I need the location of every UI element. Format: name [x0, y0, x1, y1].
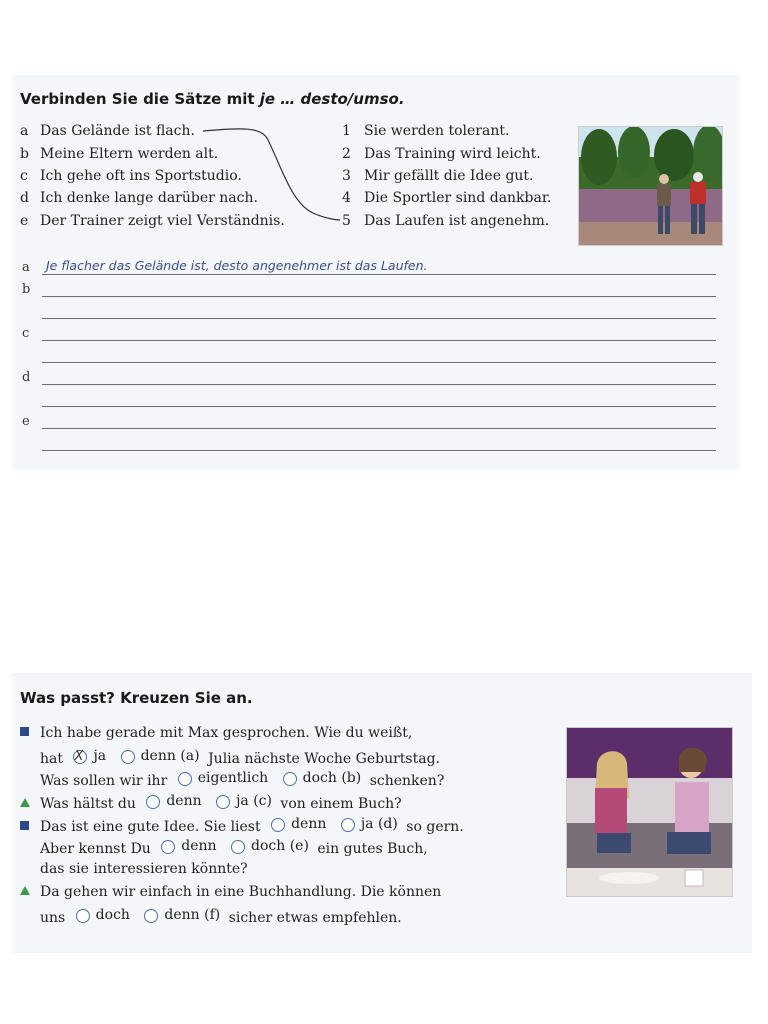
- dialog-text: Was hältst du: [40, 796, 136, 812]
- radio-circle-icon[interactable]: [341, 818, 355, 832]
- answer-label-b: b: [22, 282, 31, 297]
- answer-line[interactable]: [42, 406, 716, 407]
- answer-line[interactable]: [42, 362, 716, 363]
- radio-circle-icon[interactable]: [76, 909, 90, 923]
- option-label: denn (f): [164, 907, 221, 923]
- radio-circle-icon[interactable]: [146, 795, 160, 809]
- dialog-text: so gern.: [406, 819, 464, 835]
- left-item-letter: d: [20, 190, 29, 206]
- right-item-3: [342, 168, 534, 184]
- option-eigentlich-b[interactable]: [178, 768, 268, 788]
- answer-label-c: c: [22, 326, 30, 341]
- answer-line[interactable]: [42, 318, 716, 319]
- left-item-text: Das Gelände ist flach.: [40, 123, 195, 139]
- women-photo: [566, 727, 733, 897]
- option-doch-b[interactable]: [283, 768, 362, 788]
- left-item-letter: e: [20, 213, 29, 229]
- square-bullet-icon: [20, 723, 40, 743]
- right-item-4: [342, 190, 551, 206]
- exercise-1-title: [20, 90, 405, 108]
- right-item-2: [342, 146, 541, 162]
- answer-line[interactable]: [42, 296, 716, 297]
- left-item-b: [20, 146, 218, 162]
- left-item-text: Meine Eltern werden alt.: [40, 146, 219, 162]
- left-item-text: Ich denke lange darüber nach.: [40, 190, 258, 206]
- dialog-text: sicher etwas empfehlen.: [228, 910, 402, 926]
- answer-line[interactable]: [42, 428, 716, 429]
- option-label: denn: [291, 816, 327, 832]
- left-item-letter: b: [20, 146, 29, 162]
- dialog-line-4: [20, 791, 402, 814]
- option-denn-a[interactable]: [121, 746, 200, 766]
- dialog-line-9: [40, 905, 402, 928]
- dialog-line-2: [40, 746, 440, 769]
- dialog-line-1: [20, 723, 412, 743]
- option-ja-c[interactable]: [216, 791, 272, 811]
- answer-label-a: a: [22, 260, 30, 275]
- square-bullet-icon: [20, 817, 40, 837]
- dialog-line-3: [40, 768, 444, 791]
- answer-line[interactable]: [42, 384, 716, 385]
- left-item-c: [20, 168, 242, 184]
- triangle-bullet-icon: [20, 882, 40, 902]
- answer-label-e: e: [22, 414, 30, 429]
- option-denn-f[interactable]: [144, 905, 220, 925]
- dialog-text: Was sollen wir ihr: [40, 773, 168, 789]
- left-item-a: [20, 123, 195, 139]
- left-item-d: [20, 190, 258, 206]
- right-item-text: Sie werden tolerant.: [364, 123, 510, 139]
- left-item-e: [20, 213, 285, 229]
- dialog-text: Da gehen wir einfach in eine Buchhandlung. Die können: [40, 884, 442, 900]
- option-denn-d[interactable]: [271, 814, 326, 834]
- right-item-number: 5: [342, 213, 351, 229]
- option-label: doch (b): [302, 770, 362, 786]
- checked-radio-icon[interactable]: [73, 750, 87, 764]
- dialog-text: von einem Buch?: [280, 796, 402, 812]
- right-item-text: Die Sportler sind dankbar.: [364, 190, 552, 206]
- radio-circle-icon[interactable]: [121, 750, 135, 764]
- option-ja-d[interactable]: [341, 814, 398, 834]
- right-item-number: 1: [342, 123, 351, 139]
- radio-circle-icon[interactable]: [283, 772, 297, 786]
- right-item-number: 4: [342, 190, 351, 206]
- option-label: denn: [166, 793, 202, 809]
- dialog-line-8: [20, 882, 441, 902]
- right-item-text: Das Training wird leicht.: [364, 146, 541, 162]
- right-item-1: [342, 123, 509, 139]
- dialog-text: ein gutes Buch,: [317, 841, 428, 857]
- option-doch-f[interactable]: [76, 905, 130, 925]
- right-item-number: 2: [342, 146, 351, 162]
- option-denn-c[interactable]: [146, 791, 201, 811]
- exercise-1-title-text: Verbinden Sie die Sätze mit: [20, 90, 260, 108]
- option-doch-e[interactable]: [231, 836, 309, 856]
- radio-circle-icon[interactable]: [144, 909, 158, 923]
- left-item-text: Ich gehe oft ins Sportstudio.: [40, 168, 242, 184]
- dialog-text: hat: [40, 751, 63, 767]
- option-label: doch: [95, 907, 130, 923]
- option-label: doch (e): [251, 838, 309, 854]
- right-item-text: Das Laufen ist angenehm.: [364, 213, 550, 229]
- option-label: ja (d): [360, 816, 398, 832]
- women-illustration: [567, 728, 732, 896]
- dialog-text: uns: [40, 910, 66, 926]
- triangle-bullet-icon: [20, 794, 40, 814]
- option-label: eigentlich: [197, 770, 269, 786]
- left-item-letter: a: [20, 123, 29, 139]
- answer-line[interactable]: [42, 450, 716, 451]
- option-label: ja: [93, 748, 107, 764]
- radio-circle-icon[interactable]: [231, 840, 245, 854]
- dialog-line-7: [40, 859, 248, 879]
- dialog-text: Ich habe gerade mit Max gesprochen. Wie du weißt,: [40, 725, 413, 741]
- dialog-text: Das ist eine gute Idee. Sie liest: [40, 819, 261, 835]
- radio-circle-icon[interactable]: [178, 772, 192, 786]
- dialog-line-6: [40, 836, 428, 859]
- dialog-text: Julia nächste Woche Geburtstag.: [208, 751, 441, 767]
- right-item-text: Mir gefällt die Idee gut.: [364, 168, 534, 184]
- option-label: ja (c): [236, 793, 272, 809]
- answer-line: [42, 274, 716, 275]
- answer-line[interactable]: [42, 340, 716, 341]
- radio-circle-icon[interactable]: [216, 795, 230, 809]
- right-item-number: 3: [342, 168, 351, 184]
- option-label: denn: [181, 838, 217, 854]
- answer-label-d: d: [22, 370, 31, 385]
- left-item-letter: c: [20, 168, 28, 184]
- left-item-text: Der Trainer zeigt viel Verständnis.: [40, 213, 285, 229]
- right-item-5: [342, 213, 549, 229]
- dialog-line-5: [20, 814, 464, 837]
- option-ja-a[interactable]: [73, 746, 106, 766]
- dialog-text: schenken?: [369, 773, 445, 789]
- option-denn-e[interactable]: [161, 836, 216, 856]
- dialog-text: das sie interessieren könnte?: [40, 861, 248, 877]
- radio-circle-icon[interactable]: [161, 840, 175, 854]
- exercise-1-title-italic: je … desto/umso.: [259, 90, 405, 108]
- radio-circle-icon[interactable]: [271, 818, 285, 832]
- dialog-text: Aber kennst Du: [40, 841, 151, 857]
- hikers-photo: [578, 126, 723, 246]
- option-label: denn (a): [140, 748, 200, 764]
- hikers-illustration: [579, 127, 722, 245]
- handwritten-answer-a: Je flacher das Gelände ist, desto angenehmer ist das Laufen.: [46, 258, 428, 273]
- exercise-2-title: Was passt? Kreuzen Sie an.: [20, 689, 253, 707]
